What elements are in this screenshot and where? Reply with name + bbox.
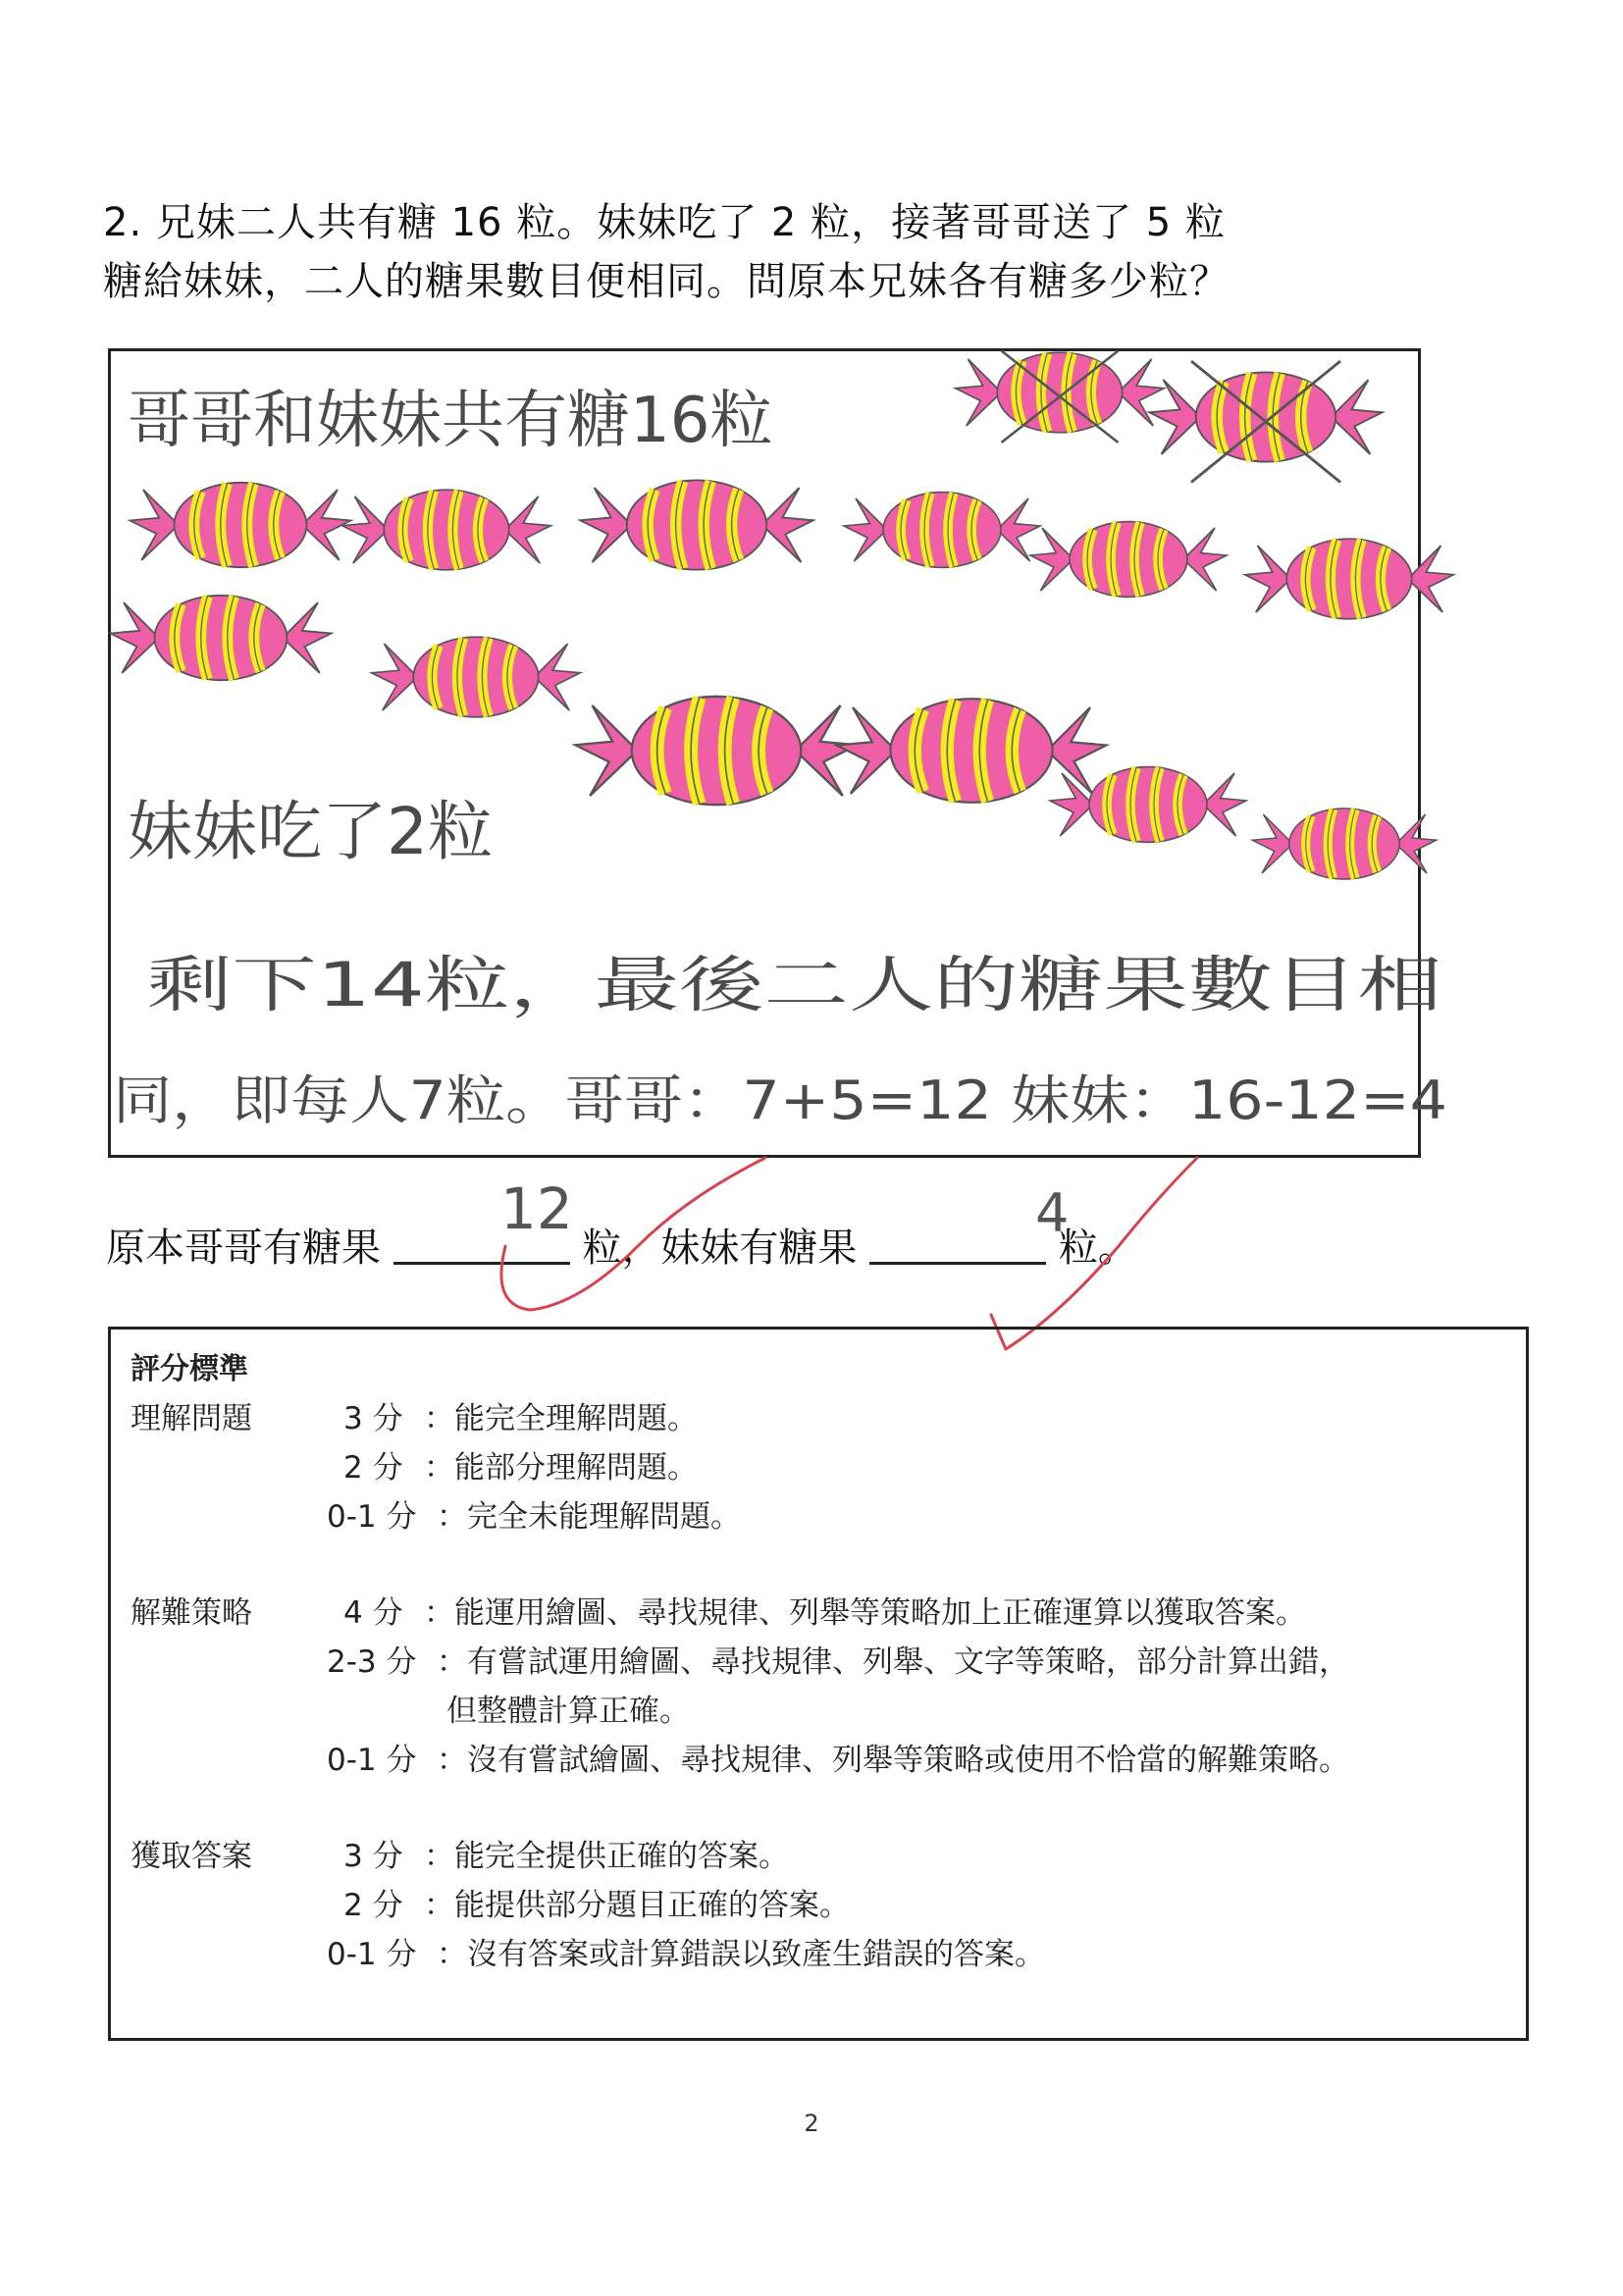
rubric-criterion: ：能完全提供正確的答案。 (424, 1839, 789, 1874)
rubric-score: 3 分 (343, 1839, 403, 1874)
rubric-criterion: ：能部分理解問題。 (424, 1450, 698, 1486)
handwriting-line-2: 妹妹吃了2粒 (128, 794, 493, 869)
rubric-score: 0-1 分 (327, 1937, 417, 1972)
rubric-criterion: ：有嘗試運用繪圖、尋找規律、列舉、文字等策略，部分計算出錯， (437, 1644, 1349, 1680)
page-number: 2 (804, 2110, 819, 2137)
candy (110, 596, 331, 680)
handwriting-line-4: 同，即每人7粒。哥哥：7+5=12 妹妹：16-12=4 (113, 1070, 1447, 1131)
rubric-criterion: ：完全未能理解問題。 (437, 1499, 741, 1535)
question-line-2: 糖給妹妹，二人的糖果數目便相同。問原本兄妹各有糖多少粒？ (103, 259, 1230, 304)
rubric-score: 3 分 (343, 1401, 403, 1436)
candy (1252, 809, 1437, 879)
rubric-title: 評分標準 (131, 1352, 248, 1386)
candy (837, 699, 1107, 803)
candy-crossed-1 (956, 351, 1165, 444)
question-line-1: 2. 兄妹二人共有糖 16 粒。妹妹吃了 2 粒，接著哥哥送了 5 粒 (103, 200, 1226, 245)
rubric-score: 0-1 分 (327, 1743, 417, 1778)
candy-crossed-2 (1149, 361, 1383, 483)
candy (844, 493, 1040, 568)
rubric-score: 2 分 (343, 1450, 403, 1486)
candy (372, 637, 581, 717)
rubric-score: 4 分 (343, 1595, 403, 1631)
candy (342, 490, 551, 570)
rubric-section-name: 理解問題 (131, 1401, 252, 1436)
rubric-criterion-continued: 但整體計算正確。 (446, 1694, 690, 1729)
answer-middle: 粒，妹妹有糖果 (582, 1226, 858, 1271)
handwriting-line-1: 哥哥和妹妹共有糖16粒 (128, 385, 773, 457)
check-mark-icon (501, 1158, 765, 1310)
rubric-score: 2 分 (343, 1888, 403, 1923)
rubric-criterion: ：能提供部分題目正確的答案。 (424, 1888, 850, 1923)
student-work-drawing (108, 334, 1521, 1177)
rubric-criterion: ：能運用繪圖、尋找規律、列舉等策略加上正確運算以獲取答案。 (424, 1595, 1306, 1631)
answer-suffix: 粒。 (1058, 1226, 1137, 1271)
sister-answer-value: 4 (1035, 1182, 1070, 1244)
candy (131, 483, 351, 567)
rubric-score: 0-1 分 (327, 1499, 417, 1535)
candy (1030, 522, 1227, 598)
candy (580, 480, 813, 569)
answer-prefix: 原本哥哥有糖果 (106, 1226, 381, 1271)
rubric-criterion: ：沒有答案或計算錯誤以致產生錯誤的答案。 (437, 1937, 1045, 1972)
candy (1245, 539, 1454, 619)
candy (575, 697, 858, 805)
handwriting-line-3: 剩下14粒，最後二人的糖果數目相 (147, 949, 1442, 1020)
check-mark-icon (991, 1158, 1197, 1349)
rubric-section-name: 解難策略 (131, 1595, 252, 1631)
rubric-section-name: 獲取答案 (131, 1839, 252, 1874)
brother-answer-value: 12 (500, 1175, 573, 1242)
rubric-score: 2-3 分 (327, 1644, 417, 1680)
rubric-criterion: ：沒有嘗試繪圖、尋找規律、列舉等策略或使用不恰當的解難策略。 (437, 1743, 1349, 1778)
rubric-criterion: ：能完全理解問題。 (424, 1401, 698, 1436)
